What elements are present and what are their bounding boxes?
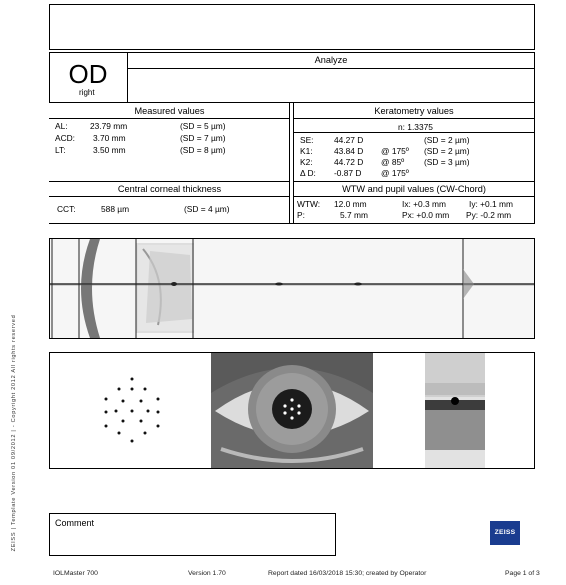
al-value: 23.79 mm: [90, 121, 128, 131]
keratometry-title-line: [293, 118, 535, 119]
delta-d-value: -0.87 D: [334, 168, 362, 178]
cct-value: 588 µm: [101, 204, 130, 214]
analyze-underline: [127, 68, 535, 69]
wtw-iy: Iy: +0.1 mm: [469, 199, 513, 209]
copyright-text: ZEISS | Template Version 01 09/2012 | - Copyright 2012 All rights reserved: [11, 314, 17, 552]
k2-label: K2:: [300, 157, 313, 167]
cct-label: CCT:: [57, 204, 76, 214]
cct-top-line: [49, 181, 290, 182]
delta-d-label: Δ D:: [300, 168, 316, 178]
measured-title-line: [49, 118, 290, 119]
keratometry-index-line: [293, 132, 535, 133]
eye-label: OD: [68, 59, 108, 89]
se-value: 44.27 D: [334, 135, 364, 145]
measured-values-title: Measured values: [134, 106, 205, 116]
comment-label: Comment: [55, 518, 95, 528]
oct-slit-image: [425, 353, 485, 468]
wtw-title: WTW and pupil values (CW-Chord): [342, 184, 486, 194]
eye-photo-image: [211, 353, 373, 468]
footer-page: Page 1 of 3: [505, 570, 540, 577]
lt-value: 3.50 mm: [93, 145, 126, 155]
k1-axis: @ 175º: [381, 146, 409, 156]
cct-sd: (SD = 4 µm): [184, 204, 230, 214]
se-sd: (SD = 2 µm): [424, 135, 470, 145]
k1-value: 43.84 D: [334, 146, 364, 156]
cct-title: Central corneal thickness: [117, 184, 222, 194]
zeiss-logo-text: ZEISS: [494, 529, 516, 536]
refractive-index: n: 1.3375: [398, 122, 433, 132]
cct-title-line: [49, 196, 290, 197]
wtw-value: 12.0 mm: [334, 199, 367, 209]
k2-value: 44.72 D: [334, 157, 364, 167]
k2-sd: (SD = 3 µm): [424, 157, 470, 167]
pupil-px: Px: +0.0 mm: [402, 210, 450, 220]
footer-device: IOLMaster 700: [53, 570, 98, 577]
measured-values-box: [49, 103, 290, 223]
biometry-scan-panel: [49, 238, 535, 339]
wtw-label: WTW:: [297, 199, 321, 209]
eye-side: right: [79, 88, 95, 97]
k2-axis: @ 85º: [381, 157, 405, 167]
al-label: AL:: [55, 121, 68, 131]
wtw-title-line: [293, 196, 535, 197]
pupil-py: Py: -0.2 mm: [466, 210, 512, 220]
zeiss-logo: [490, 521, 520, 545]
k1-label: K1:: [300, 146, 313, 156]
pupil-value: 5.7 mm: [340, 210, 368, 220]
copyright-sidebar: [6, 300, 16, 580]
keratometry-title: Keratometry values: [374, 106, 454, 116]
keratometry-left-border: [293, 103, 294, 223]
report-header-box: [49, 4, 535, 50]
keratometry-dot-pattern-image: [50, 353, 210, 468]
acd-label: ACD:: [55, 133, 76, 143]
footer-version: Version 1.70: [188, 570, 226, 577]
biometry-scan-image: [50, 239, 534, 338]
lt-label: LT:: [55, 145, 66, 155]
acd-sd: (SD = 7 µm): [180, 133, 226, 143]
delta-d-axis: @ 175º: [381, 168, 409, 178]
wtw-ix: Ix: +0.3 mm: [402, 199, 446, 209]
eye-images-panel: [49, 352, 535, 469]
k1-sd: (SD = 2 µm): [424, 146, 470, 156]
se-label: SE:: [300, 135, 314, 145]
lt-sd: (SD = 8 µm): [180, 145, 226, 155]
analyze-title: Analyze: [314, 55, 348, 65]
al-sd: (SD = 5 µm): [180, 121, 226, 131]
pupil-label: P:: [297, 210, 305, 220]
acd-value: 3.70 mm: [93, 133, 126, 143]
footer-report: Report dated 16/03/2018 15:30; created by Operator: [268, 570, 427, 577]
wtw-top-line: [293, 181, 535, 182]
